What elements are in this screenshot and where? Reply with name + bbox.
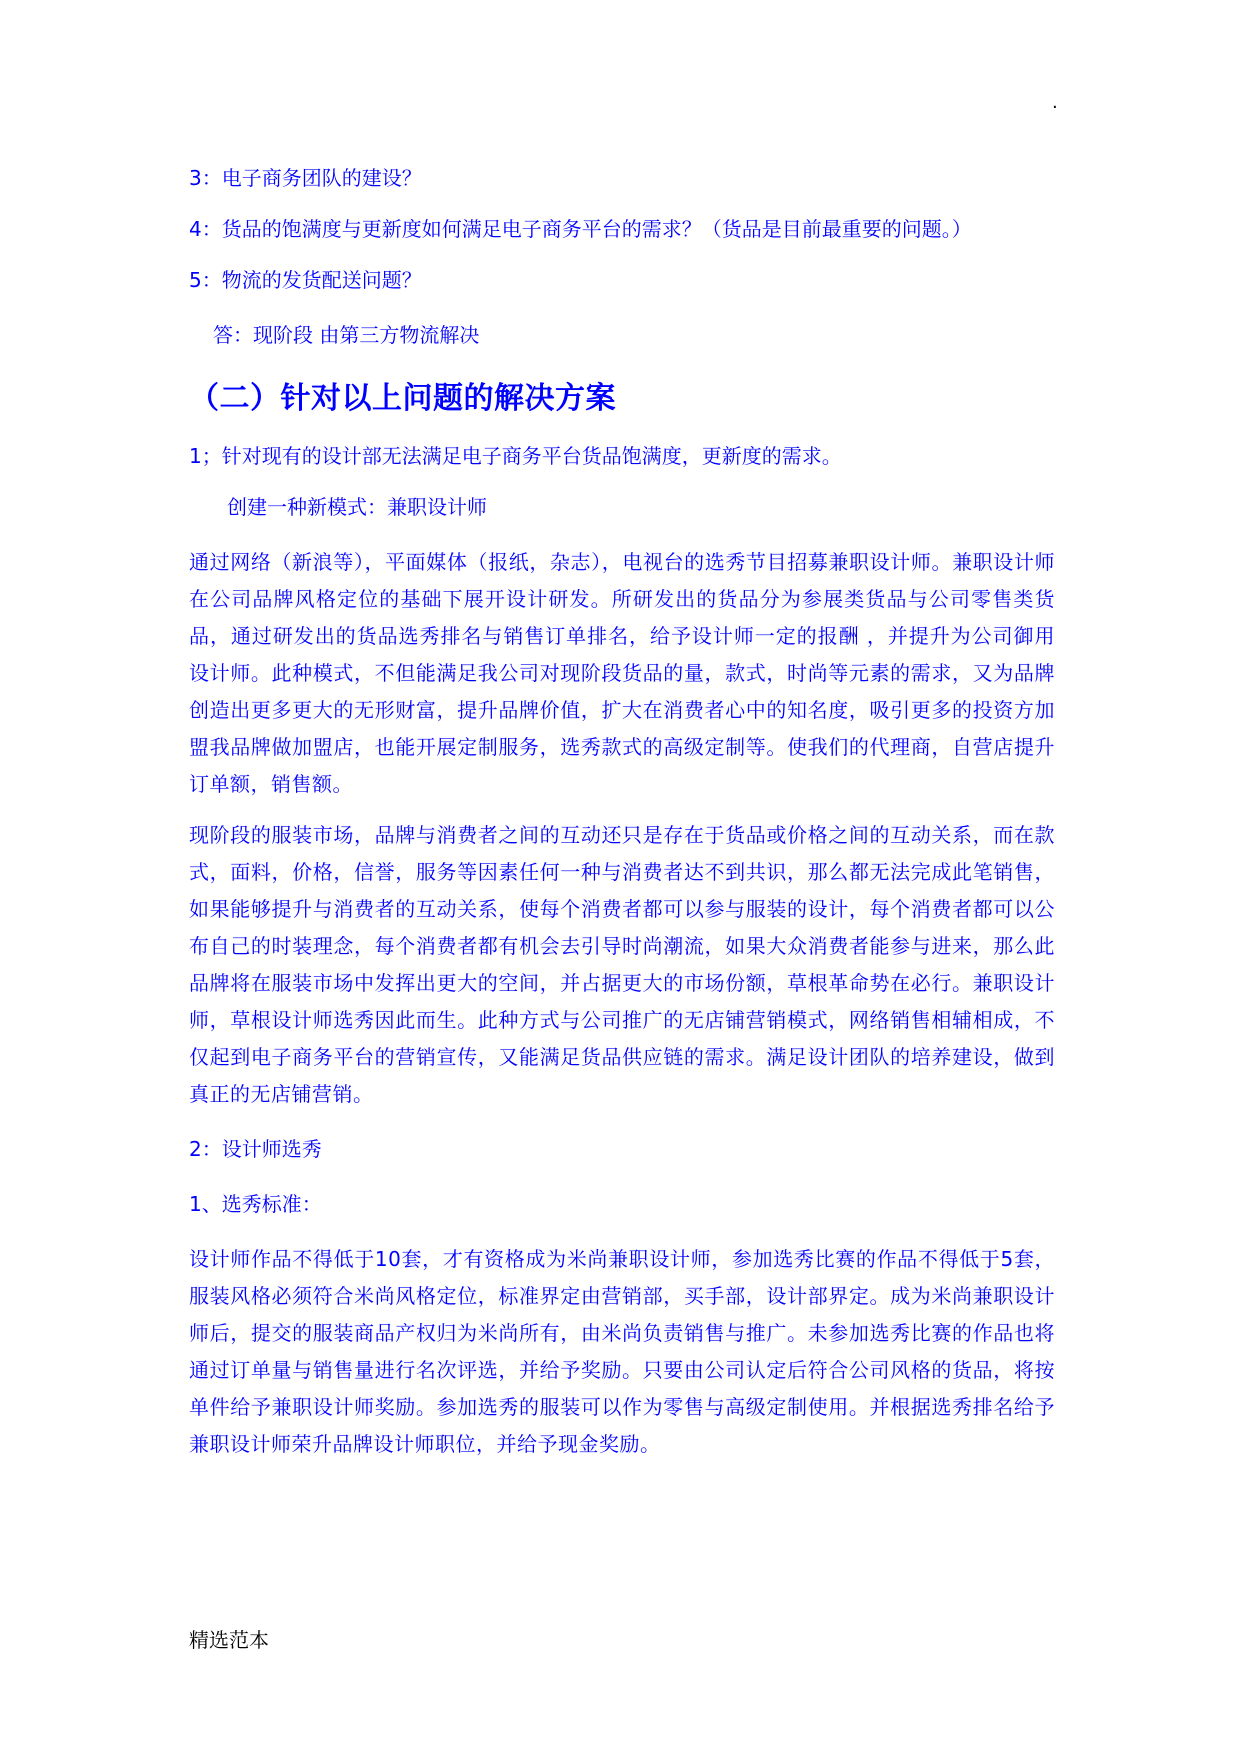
page-footer: 精选范本: [189, 1628, 269, 1652]
solution-1-subtitle: 创建一种新模式：兼职设计师: [227, 495, 487, 519]
corner-mark: .: [1052, 92, 1058, 113]
document-body: [189, 160, 1055, 1463]
answer-5: 答：现阶段 由第三方物流解决: [213, 323, 480, 347]
solution-2-paragraph: 设计师作品不得低于10套，才有资格成为米尚兼职设计师，参加选秀比赛的作品不得低于5套，服装风格必须符合米尚风格定位，标准界定由营销部，买手部，设计部界定。成为米尚兼职设计师后，提交的服装商品产权归为米尚所有，由米尚负责销售与推广。未参加选秀比赛的作品也将通过订单量与销售量进行名次评选，并给予奖励。只要由公司认定后符合公司风格的货品，将按单件给予兼职设计师奖励。参加选秀的服装可以作为零售与高级定制使用。并根据选秀排名给予兼职设计师荣升品牌设计师职位，并给予现金奖励。: [189, 1247, 1055, 1456]
solution-2-title: 2：设计师选秀: [189, 1137, 322, 1161]
question-4: 4：货品的饱满度与更新度如何满足电子商务平台的需求？（货品是目前最重要的问题。）: [189, 217, 972, 241]
solution-2-subtitle: 1、选秀标准：: [189, 1192, 322, 1216]
question-3: 3：电子商务团队的建设？: [189, 166, 422, 190]
solution-1-title: 1；针对现有的设计部无法满足电子商务平台货品饱满度，更新度的需求。: [189, 444, 842, 468]
question-5: 5：物流的发货配送问题？: [189, 268, 422, 292]
solution-1-paragraph-1: 通过网络（新浪等），平面媒体（报纸，杂志），电视台的选秀节目招募兼职设计师。兼职设计师 在公司品牌风格定位的基础下展开设计研发。所研发出的货品分为参展类货品与公司零售类货品，通过研发出的货品选秀排名与销售订单排名，给予设计师一定的报酬 ，并提升为公司御用设计师。此种模式，不但能满足我公司对现阶段货品的量，款式，时尚等元素的需求，又为品牌创造出更多更大的无形财富，提升品牌价值，扩大在消费者心中的知名度，吸引更多的投资方加盟我品牌做加盟店，也能开展定制服务，选秀款式的高级定制等。使我们的代理商，自营店提升订单额，销售额。: [189, 550, 1055, 796]
section-heading: （二）针对以上问题的解决方案: [189, 381, 616, 416]
solution-1-paragraph-2: 现阶段的服装市场，品牌与消费者之间的互动还只是存在于货品或价格之间的互动关系，而在款式，面料，价格，信誉，服务等因素任何一种与消费者达不到共识，那么都无法完成此笔销售，如果能够提升与消费者的互动关系，使每个消费者都可以参与服装的设计，每个消费者都可以公布自己的时装理念，每个消费者都有机会去引导时尚潮流，如果大众消费者能参与进来，那么此品牌将在服装市场中发挥出更大的空间，并占据更大的市场份额，草根革命势在必行。兼职设计师，草根设计师选秀因此而生。此种方式与公司推广的无店铺营销模式，网络销售相辅相成，不仅起到电子商务平台的营销宣传，又能满足货品供应链的需求。满足设计团队的培养建设，做到真正的无店铺营销。: [189, 823, 1055, 1106]
